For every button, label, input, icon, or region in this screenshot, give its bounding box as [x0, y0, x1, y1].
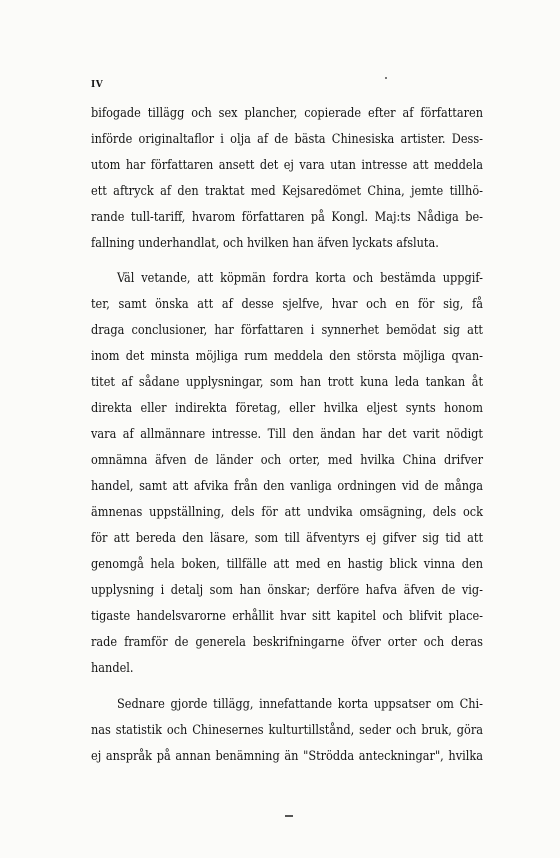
- text-line: rande tull-tariff, hvarom författaren på Kongl. Maj:ts Nådiga be-: [91, 209, 483, 224]
- text-line: Väl vetande, att köpmän fordra korta och bestämda uppgif-: [117, 270, 483, 285]
- text-line: tigaste handelsvarorne erhållit hvar sitt kapitel och blifvit place-: [91, 608, 483, 623]
- text-line: ter, samt önska att af desse sjelfve, hvar och en för sig, få: [91, 296, 483, 311]
- text-line: fallning underhandlat, och hvilken han äfven lyckats afsluta.: [91, 235, 439, 250]
- text-line: rade framför de generela beskrifningarne öfver orter och deras: [91, 634, 483, 649]
- text-line: omnämna äfven de länder och orter, med hvilka China drifver: [91, 452, 483, 467]
- text-line: ämnenas uppställning, dels för att undvika omsägning, dels ock: [91, 504, 483, 519]
- text-line: Sednare gjorde tillägg, innefattande korta uppsatser om Chi-: [117, 696, 483, 711]
- text-line: utom har författaren ansett det ej vara utan intresse att meddela: [91, 157, 483, 172]
- text-line: inom det minsta möjliga rum meddela den största möjliga qvan-: [91, 348, 483, 363]
- text-line: genomgå hela boken, tillfälle att med en hastig blick vinna den: [91, 556, 483, 571]
- text-line: för att bereda den läsare, som till äfventyrs ej gifver sig tid att: [91, 530, 483, 545]
- text-line: ett aftryck af den traktat med Kejsaredömet China, jemte tillhö-: [91, 183, 483, 198]
- text-line: ej anspråk på annan benämning än "Strödda anteckningar", hvilka: [91, 748, 483, 763]
- text-line: direkta eller indirekta företag, eller hvilka eljest synts honom: [91, 400, 483, 415]
- text-line: handel.: [91, 660, 134, 675]
- text-line: införde originaltaflor i olja af de bästa Chinesiska artister. Dess-: [91, 131, 483, 146]
- text-line: handel, samt att afvika från den vanliga ordningen vid de många: [91, 478, 483, 493]
- text-line: vara af allmännare intresse. Till den ändan har det varit nödigt: [91, 426, 483, 441]
- text-line: nas statistik och Chinesernes kulturtillstånd, seder och bruk, göra: [91, 722, 483, 737]
- text-line: upplysning i detalj som han önskar; derföre hafva äfven de vig-: [91, 582, 483, 597]
- text-line: draga conclusioner, har författaren i synnerhet bemödat sig att: [91, 322, 483, 337]
- speck-mark: [385, 77, 387, 79]
- page-number: IV: [91, 80, 104, 90]
- text-line: bifogade tillägg och sex plancher, copierade efter af författaren: [91, 105, 483, 120]
- text-line: titet af sådane upplysningar, som han trott kuna leda tankan åt: [91, 374, 483, 389]
- ink-mark: [285, 815, 293, 817]
